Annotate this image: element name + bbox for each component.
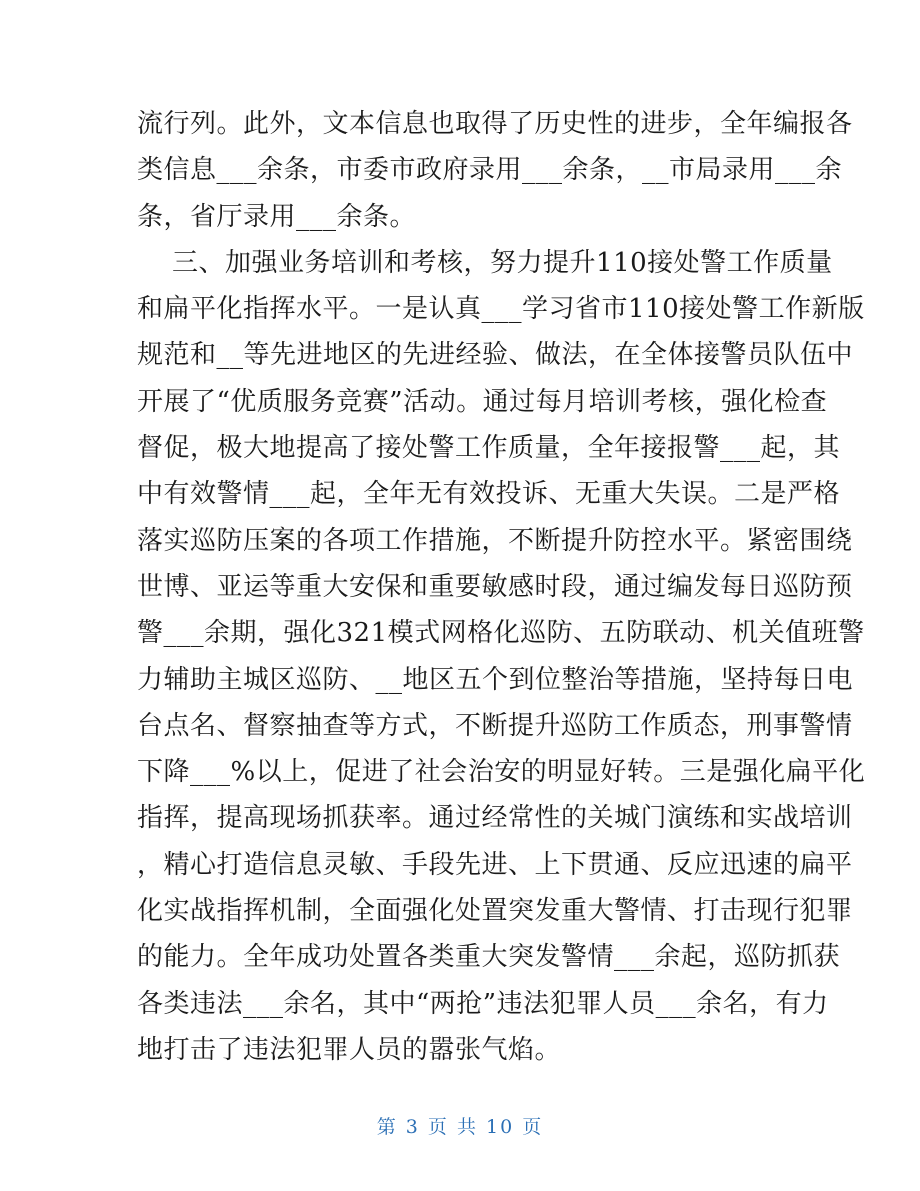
text-line: 下降___%以上，促进了社会治安的明显好转。三是强化扁平化 (137, 757, 866, 788)
text-line: 指挥，提高现场抓获率。通过经常性的关城门演练和实战培训 (137, 803, 853, 834)
body-text (137, 101, 866, 1073)
text-line: 地打击了违法犯罪人员的嚣张气焰。 (137, 1034, 562, 1065)
text-line: 力辅助主城区巡防、__地区五个到位整治等措施，坚持每日电 (137, 664, 854, 695)
text-line: 条，省厅录用___余条。 (137, 201, 417, 232)
text-line: 类信息___余条，市委市政府录用___余条，__市局录用___余 (137, 155, 843, 186)
text-line: 开展了“优质服务竞赛”活动。通过每月培训考核，强化检查 (137, 386, 828, 417)
text-line: 督促，极大地提高了接处警工作质量，全年接报警___起，其 (137, 433, 841, 464)
text-line: 三、加强业务培训和考核，努力提升110接处警工作质量 (137, 247, 833, 278)
text-line: 和扁平化指挥水平。一是认真___学习省市110接处警工作新版 (137, 294, 865, 325)
text-line: 的能力。全年成功处置各类重大突发警情___余起，巡防抓获 (137, 942, 841, 973)
page-number-footer: 第 3 页 共 10 页 (376, 1116, 544, 1138)
text-line: 规范和__等先进地区的先进经验、做法，在全体接警员队伍中 (137, 340, 854, 371)
text-line: 台点名、督察抽查等方式，不断提升巡防工作质态，刑事警情 (137, 710, 853, 741)
text-line: 各类违法___余名，其中“两抢”违法犯罪人员___余名，有力 (137, 988, 829, 1019)
text-line: 世博、亚运等重大安保和重要敏感时段，通过编发每日巡防预 (137, 571, 853, 602)
text-line: 落实巡防压案的各项工作措施，不断提升防控水平。紧密围绕 (137, 525, 853, 556)
text-line: ，精心打造信息灵敏、手段先进、上下贯通、反应迅速的扁平 (137, 849, 853, 880)
text-line: 化实战指挥机制，全面强化处置突发重大警情、打击现行犯罪 (137, 896, 853, 927)
text-line: 流行列。此外，文本信息也取得了历史性的进步，全年编报各 (137, 109, 853, 139)
text-line: 中有效警情___起，全年无有效投诉、无重大失误。二是严格 (137, 479, 841, 510)
text-line: 警___余期，强化321模式网格化巡防、五防联动、机关值班警 (137, 618, 865, 649)
